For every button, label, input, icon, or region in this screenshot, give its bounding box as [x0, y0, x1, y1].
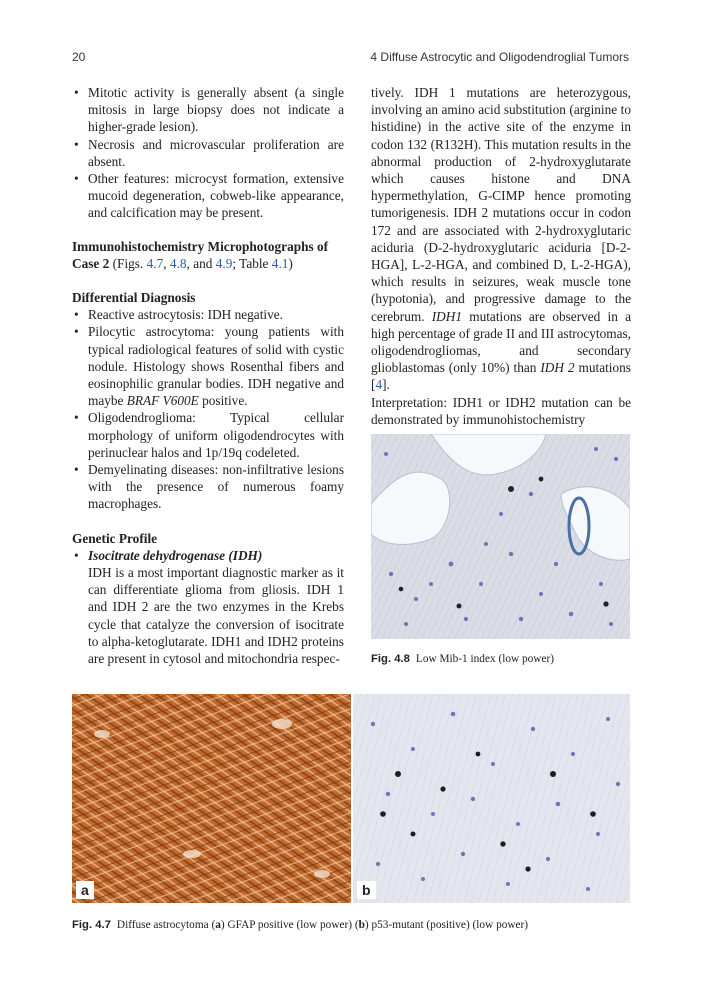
idh-mutation-paragraph: tively. IDH 1 mutations are heterozygous, involving an amino acid substitution (arginine to histidine) in the active site of the enzyme in codon 132 (R132H). This mutation results in the abnormal production of 2-hydroxyglutarate which causes histone and DNA hypermethylation, G-CIMP hence promoting tumorigenesis. IDH 2 mutations occur in codon 172 and are associated with 2-hydroxyglutaric aciduria (D-2-hydroxyglutaric aciduria [D-2-HGA], L-2-HGA, and combined D, L-2-HGA), which results in seizures, weak muscle tone (hypotonia), and progressive damage to the cerebrum. IDH1 mutations are observed in a high percentage of grade II and III astrocytomas, oligodendrogliomas, and secondary glioblastomas (only 10%) than IDH 2 mutations [4].: [371, 85, 631, 393]
interpretation-paragraph: Interpretation: IDH1 or IDH2 mutation can be demonstrated by immunohistochemistry: [371, 394, 631, 427]
differential-list: [72, 306, 344, 512]
running-header: 4 Diffuse Astrocytic and Oligodendroglial Tumors: [370, 50, 629, 64]
fig-4-7b-micrograph: [353, 694, 630, 903]
differential-diagnosis-heading: Differential Diagnosis: [72, 290, 196, 306]
fig-4-7-link[interactable]: 4.7: [146, 255, 164, 271]
list-item: • Isocitrate dehydrogenase (IDH): [72, 547, 344, 564]
list-item: • Reactive astrocytosis: IDH negative.: [72, 306, 344, 323]
fig-4-8-micrograph: [371, 434, 630, 639]
list-item: • Other features: microcyst formation, extensive mucoid degeneration, cobweb-like appearance, and calcification may be present.: [72, 170, 344, 222]
ihc-heading: Immunohistochemistry Microphotographs of Case 2 (Figs. 4.7, 4.8, and 4.9; Table 4.1): [72, 238, 329, 271]
list-item: • Mitotic activity is generally absent (a single mitosis in large biopsy does not indicate a higher-grade lesion).: [72, 84, 344, 136]
fig-4-7-caption: Fig. 4.7 Diffuse astrocytoma (a) GFAP positive (low power) (b) p53-mutant (positive) (low power): [72, 919, 529, 931]
list-item: • Oligodendroglioma: Typical cellular morphology of uniform oligodendrocytes with perinuclear halos and 1p/19q codeleted.: [72, 409, 344, 461]
fig-4-7a-micrograph: [72, 694, 351, 903]
list-item: • Pilocytic astrocytoma: young patients with typical radiological features of solid with cystic nodule. Histology shows Rosenthal fibers and eosinophilic granular bodies. IDH negative and maybe BRAF V600E positive.: [72, 323, 344, 409]
left-column: [72, 84, 344, 667]
panel-a-label: a: [76, 881, 94, 899]
page-number: 20: [72, 50, 86, 64]
panel-b-label: b: [357, 881, 376, 899]
table-4-1-link[interactable]: 4.1: [271, 255, 289, 271]
idh-paragraph: IDH is a most important diagnostic marker as it can differentiate glioma from gliosis. IDH 1 and IDH 2 are the two enzymes in the Krebs cycle that catalyze the conversion of isocitrate to alpha-ketoglutarate. IDH1 and IDH2 proteins are present in cytosol and mitochondria respec-: [88, 565, 344, 667]
feature-list: [72, 84, 344, 222]
fig-4-8-link[interactable]: 4.8: [169, 255, 187, 271]
right-column: [371, 84, 631, 428]
fig-4-8-label: Fig. 4.8: [371, 653, 410, 665]
genetic-list: [72, 547, 344, 564]
genetic-profile-heading: Genetic Profile: [72, 530, 158, 546]
fig-4-8-caption: Fig. 4.8 Low Mib-1 index (low power): [371, 653, 554, 665]
fig-4-7-label: Fig. 4.7: [72, 919, 111, 931]
fig-4-9-link[interactable]: 4.9: [215, 255, 233, 271]
list-item: • Demyelinating diseases: non-infiltrative lesions with the presence of numerous foamy macrophages.: [72, 461, 344, 513]
list-item: • Necrosis and microvascular proliferation are absent.: [72, 136, 344, 170]
reference-link[interactable]: 4: [375, 377, 383, 393]
